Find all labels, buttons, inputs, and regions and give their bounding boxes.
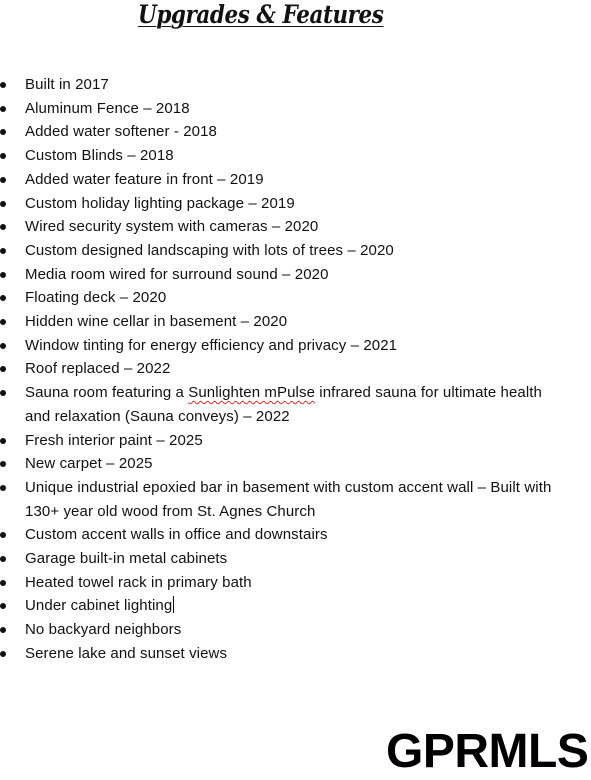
text-cursor [173,596,174,613]
feature-item [0,215,565,239]
feature-text-before: Sauna room featuring a [25,384,189,402]
document-title: Upgrades & Features [138,0,384,29]
feature-text: Aluminum Fence – 2018 [25,99,190,117]
bullet-icon [0,343,6,349]
feature-text: Custom accent walls in office and downstairs [25,526,328,544]
feature-text: New carpet – 2025 [25,455,153,473]
feature-text: Hidden wine cellar in basement – 2020 [25,313,288,331]
feature-text: Added water feature in front – 2019 [25,170,264,188]
feature-text-after: infrared sauna for ultimate health and relaxation (Sauna conveys) – 2022 [25,384,542,425]
feature-item [0,192,565,216]
feature-text: Added water softener - 2018 [25,123,217,141]
bullet-icon [0,485,6,491]
bullet-icon [0,248,6,254]
feature-text: Wired security system with cameras – 2020 [25,218,319,236]
feature-text: Garage built-in metal cabinets [25,550,228,568]
bullet-icon [0,603,6,609]
feature-text: Heated towel rack in primary bath [25,573,252,591]
feature-item [0,334,565,358]
feature-item [0,239,565,263]
feature-text: Built in 2017 [25,76,109,93]
feature-item [0,286,565,310]
bullet-icon [0,366,6,372]
feature-text: Fresh interior paint – 2025 [25,431,203,449]
feature-item [0,120,565,144]
feature-item [0,381,565,428]
bullet-icon [0,651,6,657]
feature-text: Roof replaced – 2022 [25,360,171,378]
feature-text: Custom Blinds – 2018 [25,147,174,165]
feature-text: Custom designed landscaping with lots of trees – 2020 [25,241,394,259]
gprmls-watermark: GPRMLS [386,725,589,778]
feature-text: Unique industrial epoxied bar in basement with custom accent wall – Built with 130+ year old wood from St. Agnes Church [25,478,552,520]
bullet-icon [0,201,6,207]
feature-text: Window tinting for energy efficiency and privacy – 2021 [25,336,398,354]
feature-item [0,263,565,287]
bullet-icon [0,295,6,301]
bullet-icon [0,82,6,88]
feature-item [0,357,565,381]
spellcheck-flagged-text: Sunlighten mPulse [188,384,316,402]
bullet-icon [0,556,6,562]
feature-item [0,476,565,523]
feature-text: Media room wired for surround sound – 2020 [25,265,329,283]
feature-item [0,310,565,334]
bullet-icon [0,438,6,444]
feature-item [0,618,565,642]
bullet-icon [0,177,6,183]
feature-item [0,452,565,476]
bullet-icon [0,129,6,135]
bullet-icon [0,580,6,586]
bullet-icon [0,319,6,325]
feature-item [0,73,565,97]
feature-item [0,523,565,547]
bullet-icon [0,532,6,538]
feature-item [0,642,565,666]
feature-text: Under cabinet lighting [25,597,173,615]
feature-item [0,594,565,618]
feature-item [0,429,565,453]
feature-text: Custom holiday lighting package – 2019 [25,194,295,212]
feature-item [0,97,565,121]
feature-item [0,571,565,595]
bullet-icon [0,627,6,633]
bullet-icon [0,106,6,112]
feature-text: No backyard neighbors [25,621,182,639]
bullet-icon [0,390,6,396]
feature-item [0,168,565,192]
bullet-icon [0,153,6,159]
feature-item [0,144,565,168]
feature-text: Floating deck – 2020 [25,289,167,307]
bullet-icon [0,272,6,278]
features-list [0,73,565,666]
bullet-icon [0,224,6,230]
feature-item [0,547,565,571]
feature-text: Serene lake and sunset views [25,644,228,662]
bullet-icon [0,461,6,467]
